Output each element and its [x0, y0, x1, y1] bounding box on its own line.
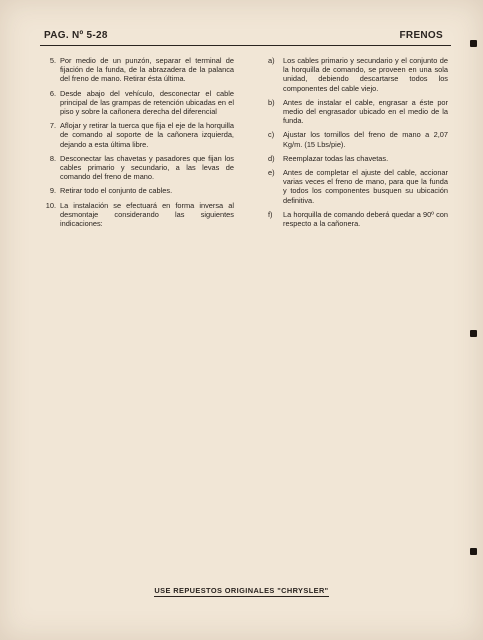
list-item [38, 121, 234, 149]
item-letter: c) [268, 130, 275, 140]
list-item [268, 210, 448, 228]
page-header [44, 30, 443, 46]
list-item [38, 56, 234, 84]
item-text: Aflojar y retirar la tuerca que fija el eje de la horquilla de comando al soporte de la cañonera izquierda, dejando a esta última libre. [60, 121, 234, 149]
item-letter: f) [268, 209, 273, 219]
list-item [268, 168, 448, 205]
footer-note: USE REPUESTOS ORIGINALES "CHRYSLER" [154, 586, 329, 595]
list-item [268, 98, 448, 126]
binder-hole [470, 40, 477, 47]
list-item [38, 154, 234, 182]
item-number: 8. [49, 153, 56, 163]
item-text: Desde abajo del vehículo, desconectar el cable principal de las grampas de retención ubicadas en el piso y sobre la cañonera derecha del diferencial [60, 88, 234, 117]
left-column [38, 56, 234, 233]
item-text: Reemplazar todas las chavetas. [283, 153, 389, 163]
list-item [38, 89, 234, 117]
item-text: La instalación se efectuará en forma inversa al desmontaje considerando las siguientes indicaciones: [60, 200, 234, 229]
page-number: PAG. Nº 5-28 [44, 30, 108, 41]
list-item [38, 186, 234, 195]
item-number: 6. [49, 88, 56, 98]
item-text: Antes de completar el ajuste del cable, accionar varias veces el freno de mano, para que la funda y todos los componentes busquen su ubicación definitiva. [283, 168, 448, 205]
item-text: La horquilla de comando deberá quedar a 90º con respecto a la cañonera. [283, 209, 448, 229]
binder-hole [470, 548, 477, 555]
list-item [38, 201, 234, 229]
item-number: 10. [45, 200, 56, 210]
item-number: 5. [49, 56, 56, 65]
item-number: 7. [49, 121, 56, 131]
list-item [268, 154, 448, 163]
item-text: Ajustar los tornillos del freno de mano a 2,07 Kg/m. (15 Lbs/pie). [283, 130, 448, 149]
item-text: Los cables primario y secundario y el conjunto de la horquilla de comando, se proveen en una sola unidad, debiendo descartarse todos los componentes del cable viejo. [283, 56, 448, 93]
item-letter: e) [268, 168, 275, 178]
right-column [268, 56, 448, 233]
header-rule [40, 45, 451, 46]
item-number: 9. [49, 186, 56, 196]
item-text: Por medio de un punzón, separar el terminal de fijación de la funda, de la abrazadera de la palanca del freno de mano. Retirar ésta última. [60, 56, 234, 84]
section-title: FRENOS [399, 30, 443, 41]
item-letter: d) [268, 153, 275, 163]
page-footer [0, 586, 483, 595]
item-text: Retirar todo el conjunto de cables. [60, 186, 173, 196]
item-letter: a) [268, 56, 275, 65]
list-item [268, 56, 448, 93]
item-text: Desconectar las chavetas y pasadores que fijan los cables primario y secundario, a las levas de comando del freno de mano. [60, 153, 234, 182]
item-text: Antes de instalar el cable, engrasar a éste por medio del engrasador ubicado en el medio de la funda. [283, 97, 448, 126]
binder-hole [470, 330, 477, 337]
list-item [268, 130, 448, 148]
item-letter: b) [268, 97, 275, 107]
